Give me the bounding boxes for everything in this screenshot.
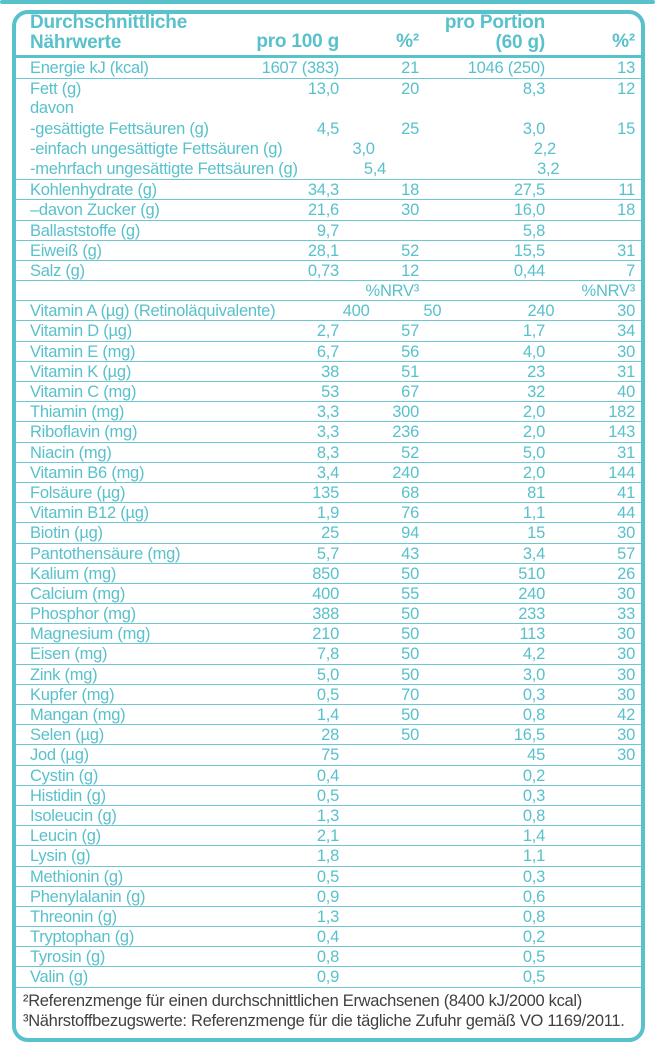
row-value-per-100g: 3,3 [316, 423, 339, 442]
table-rows [16, 58, 641, 987]
row-value-per-100g: 8,3 [316, 443, 339, 462]
table-row [16, 926, 641, 946]
table-row [16, 502, 641, 522]
row-value-portion: 1,1 [522, 847, 545, 866]
row-percent-1: 12 [401, 261, 419, 280]
row-label: Jod (µg) [30, 746, 89, 765]
row-value-per-100g: 0,5 [316, 786, 339, 805]
row-percent-1 [386, 159, 453, 179]
row-value-portion: 8,3 [522, 80, 545, 99]
row-percent-2 [559, 159, 635, 179]
row-percent-1: 300 [392, 403, 419, 422]
row-value-per-100g: 0,4 [316, 766, 339, 785]
row-percent-1: 50 [401, 726, 419, 745]
row-value-portion: 5,8 [522, 221, 545, 240]
row-value-per-100g: 0,5 [316, 685, 339, 704]
row-label: -gesättigte Fettsäuren (g) [30, 119, 209, 138]
row-value-portion: 23 [527, 362, 545, 381]
row-percent-2: 12 [617, 80, 635, 99]
table-row [16, 886, 641, 906]
row-value-per-100g: 28 [321, 726, 339, 745]
table-row [16, 603, 641, 623]
row-value-per-100g: 3,3 [316, 403, 339, 422]
row-value-portion: 0,3 [522, 867, 545, 886]
row-percent-2 [545, 867, 635, 886]
row-percent-1: 18 [401, 181, 419, 200]
row-value-portion: 0,6 [522, 887, 545, 906]
row-label: Calcium (mg) [30, 584, 126, 603]
row-percent-2: 30 [617, 685, 635, 704]
row-value-portion: 4,2 [522, 645, 545, 664]
row-value-portion: 240 [527, 302, 555, 321]
row-value-portion: 1,7 [522, 322, 545, 341]
table-row [16, 785, 641, 805]
row-percent-1 [339, 786, 419, 805]
row-value-per-100g: 75 [321, 746, 339, 765]
row-percent-1: 76 [401, 504, 419, 523]
table-row [16, 159, 641, 179]
row-percent-2: 30 [617, 524, 635, 543]
table-row [16, 744, 641, 764]
row-value-portion: 3,4 [522, 544, 545, 563]
row-label: Folsäure (µg) [30, 483, 126, 502]
row-percent-2: 15 [617, 119, 635, 138]
row-label: -mehrfach ungesättigte Fettsäuren (g) [30, 159, 298, 178]
row-percent-2: 31 [617, 362, 635, 381]
row-percent-1 [339, 947, 419, 966]
row-value-per-100g: 6,7 [316, 342, 339, 361]
row-percent-2 [545, 947, 635, 966]
table-row [16, 220, 641, 240]
row-percent-2: 31 [617, 443, 635, 462]
table-row [16, 421, 641, 441]
row-label [30, 281, 234, 300]
row-value-portion: 3,2 [537, 159, 560, 178]
footnotes [16, 987, 641, 1038]
row-value-portion: 5,0 [522, 443, 545, 462]
row-value-per-100g: 5,0 [316, 665, 339, 684]
col-header-percent-1: %² [396, 31, 419, 52]
row-label: Fett (g) [30, 80, 82, 99]
row-percent-2 [545, 967, 635, 986]
row-percent-1: 50 [401, 605, 419, 624]
row-label: Cystin (g) [30, 766, 99, 785]
row-percent-2 [545, 221, 635, 240]
row-value-per-100g [234, 281, 339, 300]
row-label: Thiamin (mg) [30, 403, 125, 422]
row-percent-1 [375, 139, 445, 159]
row-label: Zink (mg) [30, 665, 98, 684]
col-header-per-portion [419, 13, 545, 53]
row-percent-2 [545, 846, 635, 865]
table-row [16, 442, 641, 462]
row-label: Mangan (mg) [30, 706, 126, 724]
row-percent-1 [339, 867, 419, 886]
row-label: Lysin (g) [30, 847, 91, 866]
row-percent-2: 18 [617, 201, 635, 220]
row-percent-2 [545, 786, 635, 805]
row-percent-2: 30 [617, 726, 635, 745]
row-label: Eisen (mg) [30, 645, 108, 664]
table-row [16, 684, 641, 704]
row-percent-2 [545, 806, 635, 825]
row-percent-2: 144 [608, 463, 635, 482]
row-percent-1: 43 [401, 544, 419, 563]
row-value-portion: 1,4 [522, 827, 545, 846]
row-value-portion: 0,2 [522, 928, 545, 947]
table-row [16, 139, 641, 159]
table-row [16, 199, 641, 219]
table-row [16, 341, 641, 361]
row-percent-2: 143 [608, 423, 635, 442]
row-value-per-100g: 1,9 [316, 504, 339, 523]
table-title [30, 13, 234, 53]
row-value-portion: 4,0 [522, 342, 545, 361]
row-percent-1: 25 [401, 119, 419, 138]
row-value-portion [419, 281, 545, 300]
row-label: Ballaststoffe (g) [30, 221, 141, 240]
row-percent-2: 30 [617, 665, 635, 684]
row-value-per-100g: 400 [312, 584, 339, 603]
row-value-per-100g: 1607 (383) [261, 59, 339, 77]
row-label: -einfach ungesättigte Fettsäuren (g) [30, 139, 283, 158]
row-value-per-100g: 0,9 [316, 968, 339, 987]
row-percent-1: 70 [401, 685, 419, 704]
table-row [16, 946, 641, 966]
row-value-portion: 2,0 [522, 403, 545, 422]
row-percent-1: 52 [401, 241, 419, 260]
footnote-nrv: ³Nährstoffbezugswerte: Referenzmenge für die tägliche Zufuhr gemäß VO 1169/2011. [23, 1011, 625, 1030]
row-value-portion: 233 [518, 605, 545, 624]
row-percent-1: 68 [401, 483, 419, 502]
row-value-per-100g: 9,7 [316, 221, 339, 240]
row-value-per-100g: 0,9 [316, 887, 339, 906]
col-header-per-100g: pro 100 g [256, 31, 339, 52]
row-percent-2 [545, 826, 635, 845]
table-row [16, 240, 641, 260]
table-header-row [16, 14, 641, 58]
row-value-portion: 0,8 [522, 806, 545, 825]
top-divider-line [0, 0, 655, 4]
table-row [16, 119, 641, 139]
row-value-per-100g: 0,5 [316, 867, 339, 886]
table-row [16, 78, 641, 98]
row-percent-2: 42 [617, 706, 635, 724]
row-percent-1 [339, 98, 419, 118]
row-value-portion: 240 [518, 584, 545, 603]
row-value-per-100g: 388 [312, 605, 339, 624]
row-value-per-100g: 28,1 [307, 241, 339, 260]
row-value-portion: 0,2 [522, 766, 545, 785]
table-row [16, 563, 641, 583]
table-row [16, 866, 641, 886]
table-row [16, 825, 641, 845]
row-label: Selen (µg) [30, 726, 104, 745]
row-label: davon [30, 99, 74, 118]
row-value-per-100g: 25 [321, 524, 339, 543]
row-label: Vitamin B6 (mg) [30, 463, 145, 482]
row-percent-1 [339, 967, 419, 986]
table-row [16, 179, 641, 199]
row-percent-1: 56 [401, 342, 419, 361]
row-value-per-100g: 1,4 [316, 706, 339, 724]
table-row [16, 401, 641, 421]
row-value-per-100g: 1,3 [316, 907, 339, 926]
table-row [16, 381, 641, 401]
row-percent-2: 30 [617, 625, 635, 644]
row-percent-1: 30 [401, 201, 419, 220]
row-percent-2: 40 [617, 383, 635, 401]
row-value-portion: 2,0 [522, 463, 545, 482]
row-percent-1: 57 [401, 322, 419, 341]
row-value-per-100g: 13,0 [307, 80, 339, 99]
row-percent-2 [545, 927, 635, 946]
table-row [16, 462, 641, 482]
row-percent-2: 30 [617, 584, 635, 603]
row-percent-2: %NRV³ [581, 282, 635, 301]
row-percent-1 [339, 927, 419, 946]
row-value-portion: 510 [518, 564, 545, 583]
table-row [16, 98, 641, 118]
row-label: Valin (g) [30, 968, 88, 987]
row-label: Vitamin K (µg) [30, 362, 132, 381]
row-label: Energie kJ (kcal) [30, 59, 149, 77]
row-value-portion: 3,0 [522, 665, 545, 684]
row-percent-1: 50 [401, 645, 419, 664]
row-percent-1: 50 [401, 625, 419, 644]
row-percent-2 [545, 907, 635, 926]
row-value-portion: 81 [527, 483, 545, 502]
table-row [16, 805, 641, 825]
row-label: Vitamin D (µg) [30, 322, 132, 341]
table-row [16, 543, 641, 563]
row-percent-1: 20 [401, 80, 419, 99]
row-percent-1: 50 [423, 302, 442, 321]
row-percent-2: 34 [617, 322, 635, 341]
nutrition-table [12, 10, 645, 1042]
row-label: Salz (g) [30, 261, 85, 280]
table-row [16, 522, 641, 542]
row-label: Phenylalanin (g) [30, 887, 146, 906]
row-percent-1 [339, 887, 419, 906]
row-percent-1 [339, 806, 419, 825]
row-percent-1: 94 [401, 524, 419, 543]
row-label: Vitamin A (µg) (Retinoläquivalente) [30, 302, 276, 321]
row-value-portion: 1,1 [522, 504, 545, 523]
row-value-portion: 0,8 [522, 706, 545, 724]
row-label: Kalium (mg) [30, 564, 117, 583]
row-percent-1: 67 [401, 383, 419, 401]
row-value-per-100g: 3,0 [352, 139, 375, 158]
row-percent-1: 55 [401, 584, 419, 603]
row-value-per-100g: 5,4 [363, 159, 387, 178]
table-row [16, 643, 641, 663]
row-percent-1 [339, 846, 419, 865]
row-value-portion: 2,0 [522, 423, 545, 442]
row-percent-1 [339, 766, 419, 785]
row-percent-2 [556, 139, 635, 159]
row-percent-2 [545, 98, 635, 118]
row-value-portion: 1046 (250) [467, 59, 545, 77]
table-row [16, 623, 641, 643]
row-percent-1: 50 [401, 564, 419, 583]
row-percent-2: 30 [617, 746, 635, 765]
row-value-per-100g: 2,7 [316, 322, 339, 341]
row-value-per-100g: 210 [312, 625, 339, 644]
row-label: Riboflavin (mg) [30, 423, 138, 442]
row-percent-2: 30 [617, 342, 635, 361]
row-value-per-100g: 4,5 [316, 119, 339, 138]
row-value-per-100g: 135 [312, 483, 339, 502]
row-label: Vitamin C (mg) [30, 383, 137, 401]
row-percent-2: 57 [617, 544, 635, 563]
table-row [16, 724, 641, 744]
row-label: Eiweiß (g) [30, 241, 102, 260]
row-value-portion: 3,0 [522, 119, 545, 138]
table-row [16, 300, 641, 320]
row-label: Pantothensäure (mg) [30, 544, 181, 563]
row-percent-2: 30 [617, 302, 635, 321]
row-percent-2: 41 [617, 483, 635, 502]
row-percent-1: 21 [401, 59, 419, 77]
row-percent-1: 50 [401, 665, 419, 684]
row-label: Histidin (g) [30, 786, 106, 805]
row-value-per-100g: 5,7 [316, 544, 339, 563]
row-value-per-100g: 53 [321, 383, 339, 401]
row-value-per-100g: 1,3 [316, 806, 339, 825]
row-label: Biotin (µg) [30, 524, 103, 543]
row-percent-2 [545, 887, 635, 906]
row-value-portion: 16,0 [513, 201, 545, 220]
row-value-portion: 0,8 [522, 907, 545, 926]
footnote-reference-amount: ²Referenzmenge für einen durchschnittlichen Erwachsenen (8400 kJ/2000 kcal) [23, 991, 582, 1010]
row-value-portion [419, 98, 545, 118]
row-value-portion: 32 [527, 383, 545, 401]
table-row [16, 583, 641, 603]
row-percent-2 [545, 766, 635, 785]
table-row [16, 664, 641, 684]
row-value-per-100g: 3,4 [316, 463, 339, 482]
row-label: Tryptophan (g) [30, 928, 135, 947]
table-title-line1: Durchschnittliche [30, 12, 188, 33]
row-value-portion: 0,3 [522, 685, 545, 704]
row-value-per-100g: 34,3 [307, 181, 339, 200]
table-row [16, 966, 641, 986]
row-percent-2: 11 [618, 181, 635, 200]
row-value-portion: 113 [519, 625, 545, 644]
col-header-per-portion-line2: (60 g) [495, 32, 545, 53]
table-row [16, 704, 641, 724]
row-value-per-100g: 38 [321, 362, 339, 381]
row-percent-1 [339, 907, 419, 926]
row-value-portion: 0,5 [522, 948, 545, 967]
row-value-portion: 45 [527, 746, 545, 765]
row-value-portion: 0,44 [513, 261, 545, 280]
row-label: Methionin (g) [30, 867, 124, 886]
row-value-per-100g: 2,1 [316, 827, 339, 846]
row-percent-1: 240 [392, 463, 419, 482]
row-percent-1 [339, 826, 419, 845]
row-value-portion: 16,5 [513, 726, 545, 745]
row-percent-1: %NRV³ [365, 282, 419, 301]
row-label: Phosphor (mg) [30, 605, 136, 624]
row-percent-1: 236 [392, 423, 419, 442]
row-percent-2: 44 [617, 504, 635, 523]
row-percent-2: 26 [617, 564, 635, 583]
table-title-line2: Nährwerte [30, 32, 122, 53]
row-percent-1: 51 [401, 362, 419, 381]
row-percent-2: 33 [617, 605, 635, 624]
table-row [16, 58, 641, 78]
row-label: Leucin (g) [30, 827, 101, 846]
table-row [16, 482, 641, 502]
row-percent-2: 7 [626, 261, 635, 280]
table-row [16, 320, 641, 340]
row-label: Magnesium (mg) [30, 625, 151, 644]
row-label: Isoleucin (g) [30, 806, 117, 825]
row-percent-1 [339, 221, 419, 240]
row-percent-2: 31 [617, 241, 635, 260]
row-label: Kohlenhydrate (g) [30, 181, 157, 200]
row-label: Tyrosin (g) [30, 948, 106, 967]
row-percent-1: 50 [401, 706, 419, 724]
row-percent-1: 52 [401, 443, 419, 462]
row-percent-2: 13 [617, 59, 635, 77]
col-header-per-portion-line1: pro Portion [444, 12, 545, 33]
row-value-per-100g: 850 [312, 564, 339, 583]
row-label: Vitamin B12 (µg) [30, 504, 149, 523]
table-row [16, 361, 641, 381]
row-percent-2: 30 [617, 645, 635, 664]
row-percent-2: 182 [608, 403, 635, 422]
row-value-portion: 0,5 [522, 968, 545, 987]
row-label: Vitamin E (mg) [30, 342, 136, 361]
row-label: –davon Zucker (g) [30, 201, 160, 220]
row-value-per-100g: 7,8 [316, 645, 339, 664]
row-value-portion: 15,5 [513, 241, 545, 260]
row-label: Threonin (g) [30, 907, 117, 926]
table-row [16, 260, 641, 280]
row-value-per-100g: 1,8 [316, 847, 339, 866]
row-value-portion: 0,3 [522, 786, 545, 805]
table-row [16, 280, 641, 300]
row-label: Niacin (mg) [30, 443, 112, 462]
row-value-portion: 15 [527, 524, 545, 543]
row-value-per-100g: 400 [342, 302, 370, 321]
row-value-per-100g: 0,73 [307, 261, 339, 280]
row-value-portion: 27,5 [513, 181, 545, 200]
row-value-per-100g: 21,6 [307, 201, 339, 220]
table-row [16, 845, 641, 865]
col-header-percent-2: %² [612, 31, 635, 52]
row-value-per-100g [234, 98, 339, 118]
table-row [16, 906, 641, 926]
row-value-per-100g: 0,4 [316, 928, 339, 947]
row-label: Kupfer (mg) [30, 685, 115, 704]
row-value-per-100g: 0,8 [316, 948, 339, 967]
row-value-portion: 2,2 [533, 139, 556, 158]
row-percent-1 [339, 745, 419, 764]
table-row [16, 765, 641, 785]
